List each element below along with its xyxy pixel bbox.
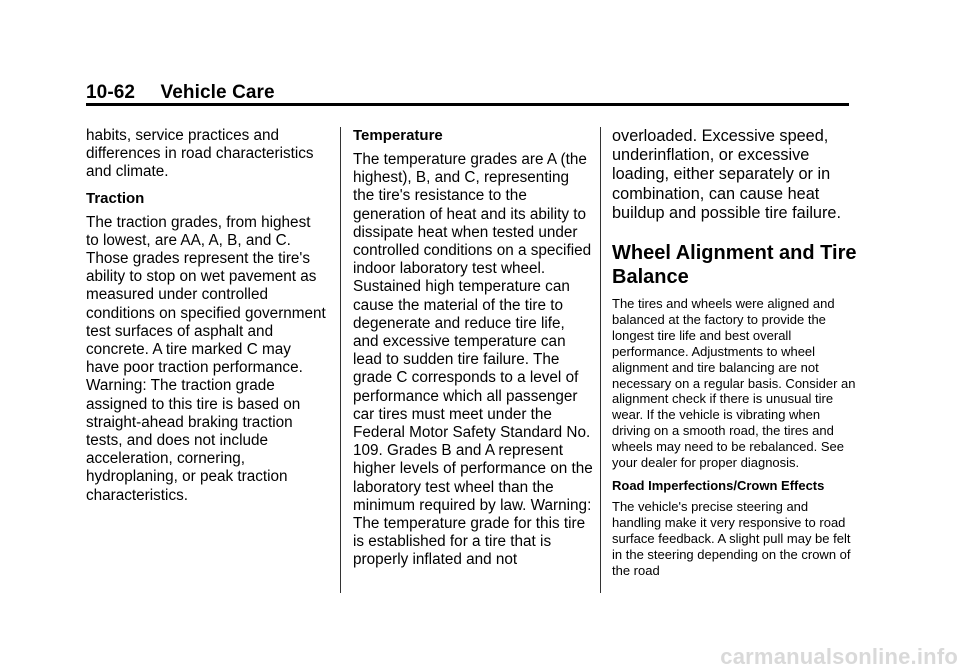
wheel-alignment-heading: Wheel Alignment and Tire Balance bbox=[612, 242, 857, 289]
road-imperfections-paragraph: The vehicle's precise steering and handling make it very responsive to road surface feedback. A slight pull may be felt in the steering depending on the crown of the road bbox=[612, 498, 851, 578]
temperature-heading: Temperature bbox=[353, 127, 443, 144]
column-2 bbox=[353, 127, 593, 570]
page-header bbox=[86, 82, 275, 104]
column-divider-2 bbox=[600, 127, 601, 593]
traction-paragraph: The traction grades, from highest to lowest, are AA, A, B, and C. Those grades represent the tire's ability to stop on wet pavement as measured under controlled conditions on specified government test surfaces of asphalt and concrete. A tire marked C may have poor traction performance. Warning: The traction grade assigned to this tire is based on straight-ahead braking traction tests, and does not include acceleration, cornering, hydroplaning, or peak traction characteristics. bbox=[86, 213, 326, 504]
temperature-paragraph: The temperature grades are A (the highest), B, and C, representing the tire's resistance to the generation of heat and its ability to dissipate heat when tested under controlled conditions on a specified indoor laboratory test wheel. Sustained high temperature can cause the material of the tire to degenerate and reduce tire life, and excessive temperature can lead to sudden tire failure. The grade C corresponds to a level of performance which all passenger car tires must meet under the Federal Motor Safety Standard No. 109. Grades B and A represent higher levels of performance on the laboratory test wheel than the minimum required by law. Warning: The temperature grade for this tire is established for a tire that is properly inflated and not bbox=[353, 151, 593, 569]
intro-paragraph: habits, service practices and differences in road characteristics and climate. bbox=[86, 127, 314, 181]
column-divider-1 bbox=[340, 127, 341, 593]
road-imperfections-heading: Road Imperfections/Crown Effects bbox=[612, 477, 825, 493]
column-1 bbox=[86, 127, 326, 505]
header-rule bbox=[86, 103, 849, 106]
section-title: Vehicle Care bbox=[160, 82, 275, 103]
column-3 bbox=[612, 127, 858, 579]
wheel-alignment-paragraph: The tires and wheels were aligned and balanced at the factory to provide the longest tire life and best overall performance. Adjustments to wheel alignment and tire balancing are not necessary on a regular basis. Consider an alignment check if there is unusual tire wear. If the vehicle is vibrating when driving on a smooth road, the tires and wheels may need to be rebalanced. See your dealer for proper diagnosis. bbox=[612, 296, 856, 471]
continuation-paragraph: overloaded. Excessive speed, underinflation, or excessive loading, either separately or in combination, can cause heat buildup and possible tire failure. bbox=[612, 127, 841, 222]
watermark: carmanualsonline.info bbox=[720, 644, 958, 669]
traction-heading: Traction bbox=[86, 189, 145, 207]
page-number: 10-62 bbox=[86, 82, 136, 103]
